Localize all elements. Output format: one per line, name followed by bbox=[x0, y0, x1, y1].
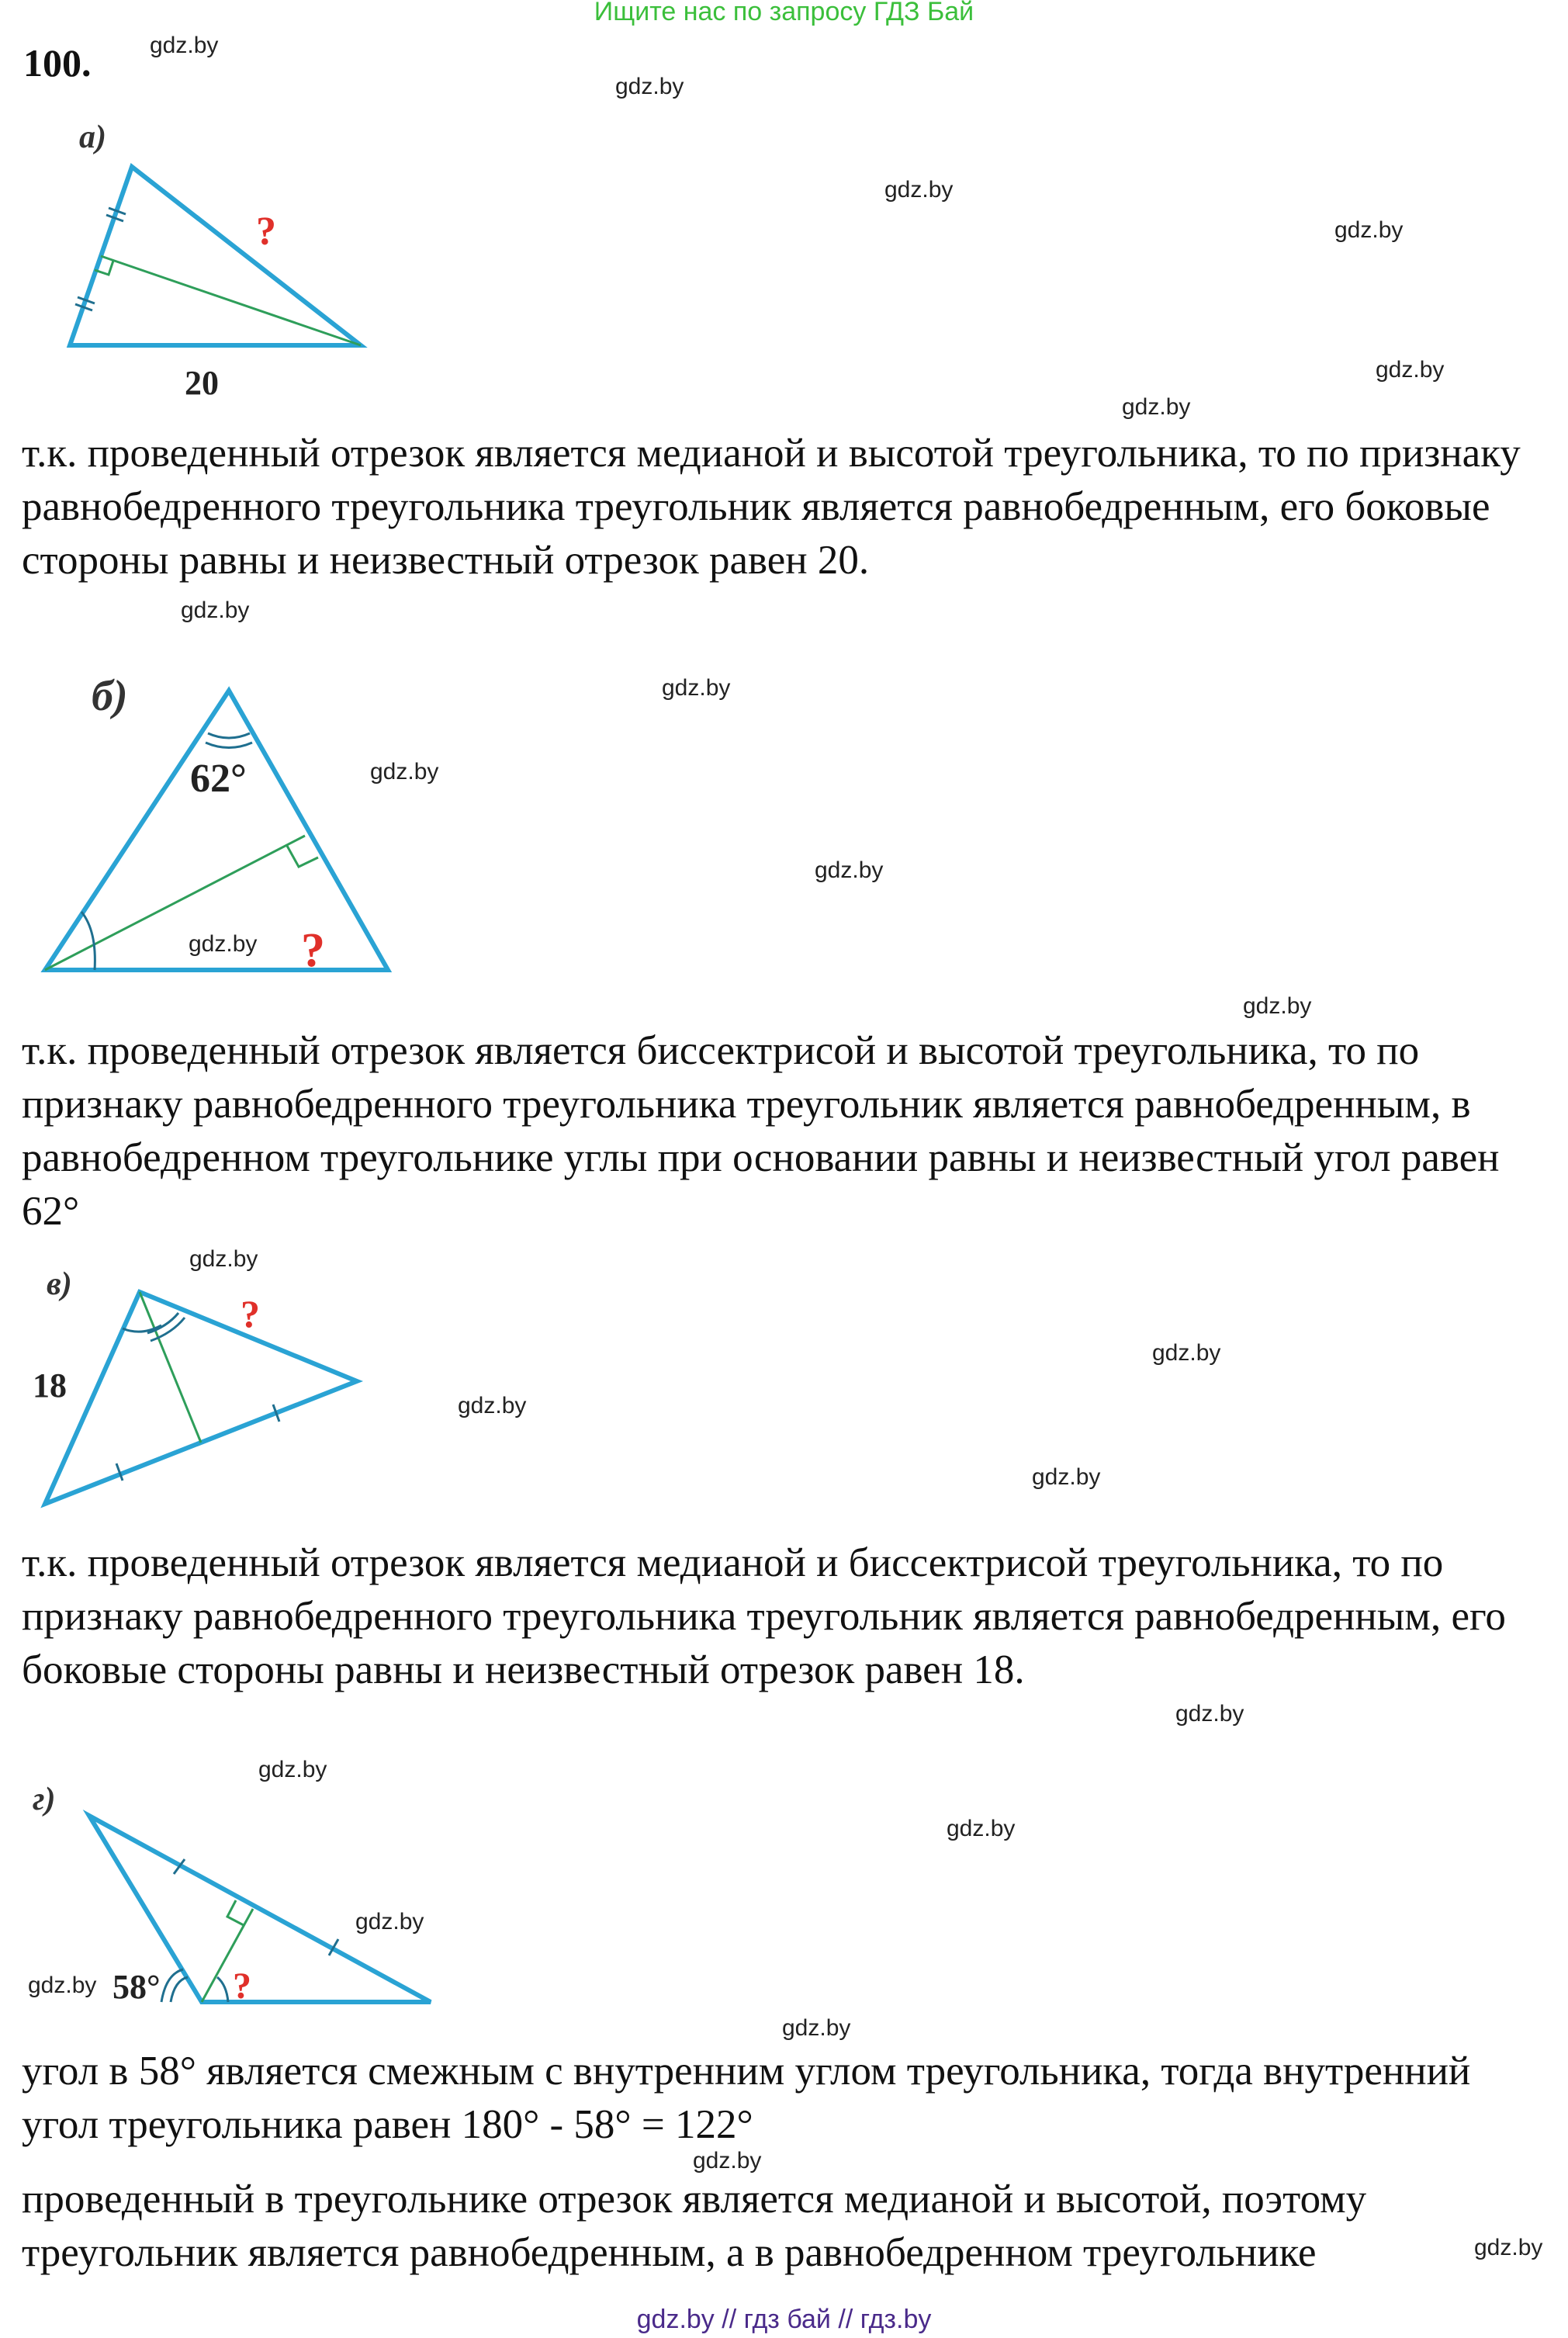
figure-a-letter: а) bbox=[79, 119, 106, 155]
figure-g-angle-label: 58° bbox=[112, 1968, 161, 2006]
figure-b-apex-arc bbox=[206, 743, 252, 748]
solution-text-b: т.к. проведенный отрезок является биссектрисой и высотой треугольника, то по признаку равнобедренного треугольника треугольник является равнобедренным, в равнобедренном треугольнике углы при основании равны и неизвестный угол равен 62° bbox=[22, 1028, 1500, 1234]
solution-text-a: т.к. проведенный отрезок является медианой и высотой треугольника, то по признаку равнобедренного треугольника треугольник является равнобедренным, его боковые стороны равны и неизвестный отрезок равен 20. bbox=[22, 431, 1521, 583]
figure-a-triangle bbox=[70, 167, 361, 345]
watermark: gdz.by bbox=[458, 1393, 527, 1418]
watermark: gdz.by bbox=[1032, 1464, 1101, 1490]
watermark: gdz.by bbox=[782, 2015, 851, 2041]
figure-g-letter: г) bbox=[33, 1782, 56, 1817]
problem-number: 100. bbox=[23, 41, 92, 85]
figure-a-question: ? bbox=[256, 210, 276, 254]
figure-a bbox=[47, 109, 388, 404]
figure-g-question: ? bbox=[233, 1966, 251, 2007]
watermark: gdz.by bbox=[258, 1757, 327, 1782]
figure-b-apex-arc bbox=[208, 733, 250, 738]
figure-b-bisector-height bbox=[45, 836, 305, 970]
watermark: gdz.by bbox=[189, 931, 258, 957]
watermark: gdz.by bbox=[884, 177, 954, 203]
watermark: gdz.by bbox=[150, 33, 219, 58]
figure-b-question: ? bbox=[301, 924, 325, 977]
solution-text-g-2: проведенный в треугольнике отрезок является медианой и высотой, поэтому треугольник является равнобедренным, а в равнобедренном треугольнике bbox=[22, 2177, 1367, 2275]
watermark: gdz.by bbox=[1474, 2235, 1543, 2260]
watermark: gdz.by bbox=[181, 597, 250, 623]
figure-v bbox=[23, 1257, 396, 1521]
top-banner[interactable]: Ищите нас по запросу ГДЗ Бай bbox=[594, 0, 974, 26]
footer-links[interactable]: gdz.by // гдз бай // гдз.by bbox=[636, 2305, 932, 2334]
figure-a-median-height bbox=[101, 256, 361, 345]
watermark: gdz.by bbox=[1334, 217, 1404, 243]
watermark: gdz.by bbox=[693, 2148, 762, 2173]
watermark: gdz.by bbox=[28, 1973, 97, 1998]
watermark: gdz.by bbox=[947, 1816, 1016, 1841]
watermark: gdz.by bbox=[370, 759, 439, 785]
figure-v-triangle bbox=[45, 1292, 357, 1504]
watermark: gdz.by bbox=[1152, 1340, 1221, 1366]
figure-b-right-angle-mark bbox=[287, 846, 318, 867]
figure-v-letter: в) bbox=[47, 1266, 72, 1302]
figure-b-angle-label: 62° bbox=[190, 757, 247, 801]
watermark: gdz.by bbox=[815, 857, 884, 883]
figure-g-exterior-arc bbox=[171, 1977, 188, 2002]
watermark: gdz.by bbox=[662, 675, 731, 701]
figure-g bbox=[23, 1777, 458, 2025]
figure-a-side-label: 20 bbox=[185, 364, 219, 402]
watermark: gdz.by bbox=[1243, 993, 1312, 1019]
figure-b-letter: б) bbox=[92, 672, 128, 720]
watermark: gdz.by bbox=[355, 1909, 424, 1934]
watermark: gdz.by bbox=[189, 1246, 258, 1272]
watermark: gdz.by bbox=[1175, 1701, 1244, 1727]
figure-b-triangle bbox=[45, 691, 388, 970]
figure-g-interior-arc bbox=[217, 1977, 228, 2002]
figure-b bbox=[23, 663, 442, 989]
watermark: gdz.by bbox=[1376, 357, 1445, 383]
figure-v-side-label: 18 bbox=[33, 1366, 67, 1405]
figure-g-right-angle-mark bbox=[227, 1900, 244, 1925]
figure-b-base-arc bbox=[81, 912, 95, 970]
solution-text-v: т.к. проведенный отрезок является медианой и биссектрисой треугольника, то по признаку равнобедренного треугольника треугольник является равнобедренным, его боковые стороны равны и неизвестный отрезок равен 18. bbox=[22, 1540, 1506, 1692]
watermark: gdz.by bbox=[615, 74, 684, 99]
watermark: gdz.by bbox=[1122, 394, 1191, 420]
solution-text-g-1: угол в 58° является смежным с внутренним углом треугольника, тогда внутренний угол треугольника равен 180° - 58° = 122° bbox=[22, 2049, 1471, 2147]
figure-v-question: ? bbox=[241, 1292, 260, 1335]
